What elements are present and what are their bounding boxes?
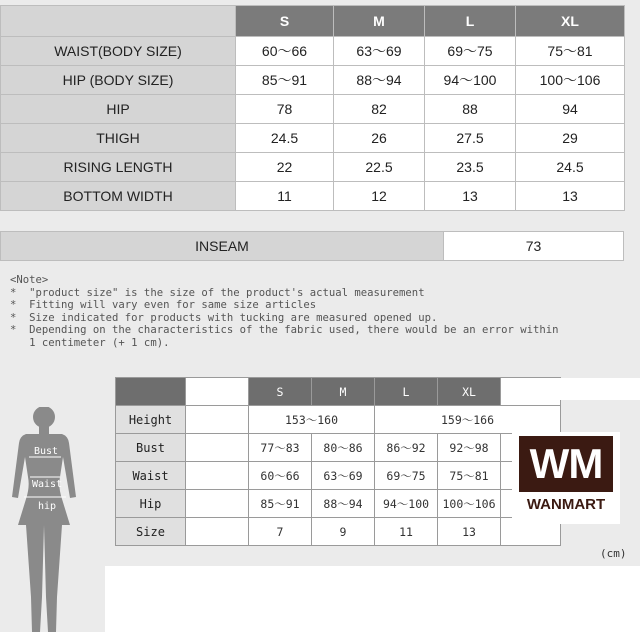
logo-mark: WM	[519, 436, 613, 492]
cell-value: 63～69	[334, 37, 425, 66]
cell-value: 9	[312, 518, 375, 546]
table-row	[1, 124, 625, 153]
header-size-s: S	[236, 6, 334, 37]
cell-value: 11	[236, 182, 334, 211]
cell-value: 75～81	[516, 37, 625, 66]
row-label: BOTTOM WIDTH	[1, 182, 236, 211]
cell-value: 85～91	[249, 490, 312, 518]
cell-value: 69～75	[375, 462, 438, 490]
logo-name: WANMART	[526, 496, 606, 513]
header-blank	[186, 378, 249, 406]
cell-value: 94～100	[375, 490, 438, 518]
cell-value: 24.5	[516, 153, 625, 182]
inseam-row	[0, 231, 624, 261]
cell-value: 22	[236, 153, 334, 182]
female-silhouette	[12, 407, 76, 632]
cell-value: 24.5	[236, 124, 334, 153]
unit-label: (cm)	[600, 547, 627, 560]
header-size-m: M	[312, 378, 375, 406]
cell-value: 88～94	[312, 490, 375, 518]
cell-value: 80～86	[312, 434, 375, 462]
table-row	[116, 518, 561, 546]
row-label: Bust	[116, 434, 186, 462]
cell-value: 88	[425, 95, 516, 124]
cell-value: 100～106	[438, 490, 501, 518]
table-row	[116, 406, 561, 434]
header-size-xl: XL	[516, 6, 625, 37]
brand-logo	[512, 432, 620, 524]
figure-waist-label: Waist	[32, 479, 63, 490]
body-figure-illustration	[0, 407, 90, 632]
row-label: RISING LENGTH	[1, 153, 236, 182]
row-label: THIGH	[1, 124, 236, 153]
cell-value: 23.5	[425, 153, 516, 182]
cell-value: 60～66	[236, 37, 334, 66]
cell-value: 11	[375, 518, 438, 546]
figure-bust-label: Bust	[34, 446, 59, 457]
blank-cell	[186, 434, 249, 462]
table-row	[116, 490, 561, 518]
cell-value: 12	[334, 182, 425, 211]
cell-value: 22.5	[334, 153, 425, 182]
height-range-small: 153～160	[249, 406, 375, 434]
header-size-s: S	[249, 378, 312, 406]
table-row	[116, 462, 561, 490]
row-label: WAIST(BODY SIZE)	[1, 37, 236, 66]
row-label: Size	[116, 518, 186, 546]
blank-cell	[186, 462, 249, 490]
product-size-table	[0, 5, 625, 211]
note-line: 1 centimeter (+ 1 cm).	[10, 336, 170, 349]
note-line: * Size indicated for products with tucking are measured opened up.	[10, 311, 438, 324]
header-corner	[116, 378, 186, 406]
blank-header-area	[507, 378, 640, 400]
cell-value: 13	[425, 182, 516, 211]
blank-cell	[186, 490, 249, 518]
cell-value: 13	[438, 518, 501, 546]
inseam-label: INSEAM	[1, 232, 444, 260]
header-size-xl: XL	[438, 378, 501, 406]
table-row	[1, 182, 625, 211]
cell-value: 85～91	[236, 66, 334, 95]
body-size-table	[115, 377, 561, 546]
cell-value: 92～98	[438, 434, 501, 462]
row-label: HIP	[1, 95, 236, 124]
header-corner	[1, 6, 236, 37]
cell-value: 13	[516, 182, 625, 211]
notes-block	[10, 274, 559, 350]
cell-value: 86～92	[375, 434, 438, 462]
note-line: * Depending on the characteristics of the fabric used, there would be an error within	[10, 324, 559, 337]
cell-value: 26	[334, 124, 425, 153]
header-size-m: M	[334, 6, 425, 37]
blank-cell	[186, 406, 249, 434]
table-row	[1, 153, 625, 182]
blank-cell	[186, 518, 249, 546]
note-line: * "product size" is the size of the product's actual measurement	[10, 286, 425, 299]
table-row	[1, 37, 625, 66]
inseam-value: 73	[444, 232, 623, 260]
notes-title: <Note>	[10, 274, 49, 286]
cell-value: 78	[236, 95, 334, 124]
header-size-l: L	[375, 378, 438, 406]
cell-value: 94	[516, 95, 625, 124]
table-header-row	[1, 6, 625, 37]
height-range-large: 159～166	[375, 406, 561, 434]
row-label: HIP (BODY SIZE)	[1, 66, 236, 95]
cell-value: 94～100	[425, 66, 516, 95]
bottom-blank-area	[105, 566, 640, 632]
cell-value: 88～94	[334, 66, 425, 95]
cell-value: 29	[516, 124, 625, 153]
cell-value: 69～75	[425, 37, 516, 66]
table-row	[1, 66, 625, 95]
cell-value: 77～83	[249, 434, 312, 462]
cell-value: 82	[334, 95, 425, 124]
note-line: * Fitting will vary even for same size articles	[10, 299, 317, 312]
table-header-row	[116, 378, 561, 406]
table-row	[116, 434, 561, 462]
cell-value: 27.5	[425, 124, 516, 153]
cell-value: 63～69	[312, 462, 375, 490]
row-label: Height	[116, 406, 186, 434]
header-size-l: L	[425, 6, 516, 37]
row-label: Hip	[116, 490, 186, 518]
row-label: Waist	[116, 462, 186, 490]
cell-value: 100～106	[516, 66, 625, 95]
cell-value: 75～81	[438, 462, 501, 490]
cell-value: 7	[249, 518, 312, 546]
table-row	[1, 95, 625, 124]
cell-value: 60～66	[249, 462, 312, 490]
figure-hip-label: hip	[38, 501, 57, 512]
